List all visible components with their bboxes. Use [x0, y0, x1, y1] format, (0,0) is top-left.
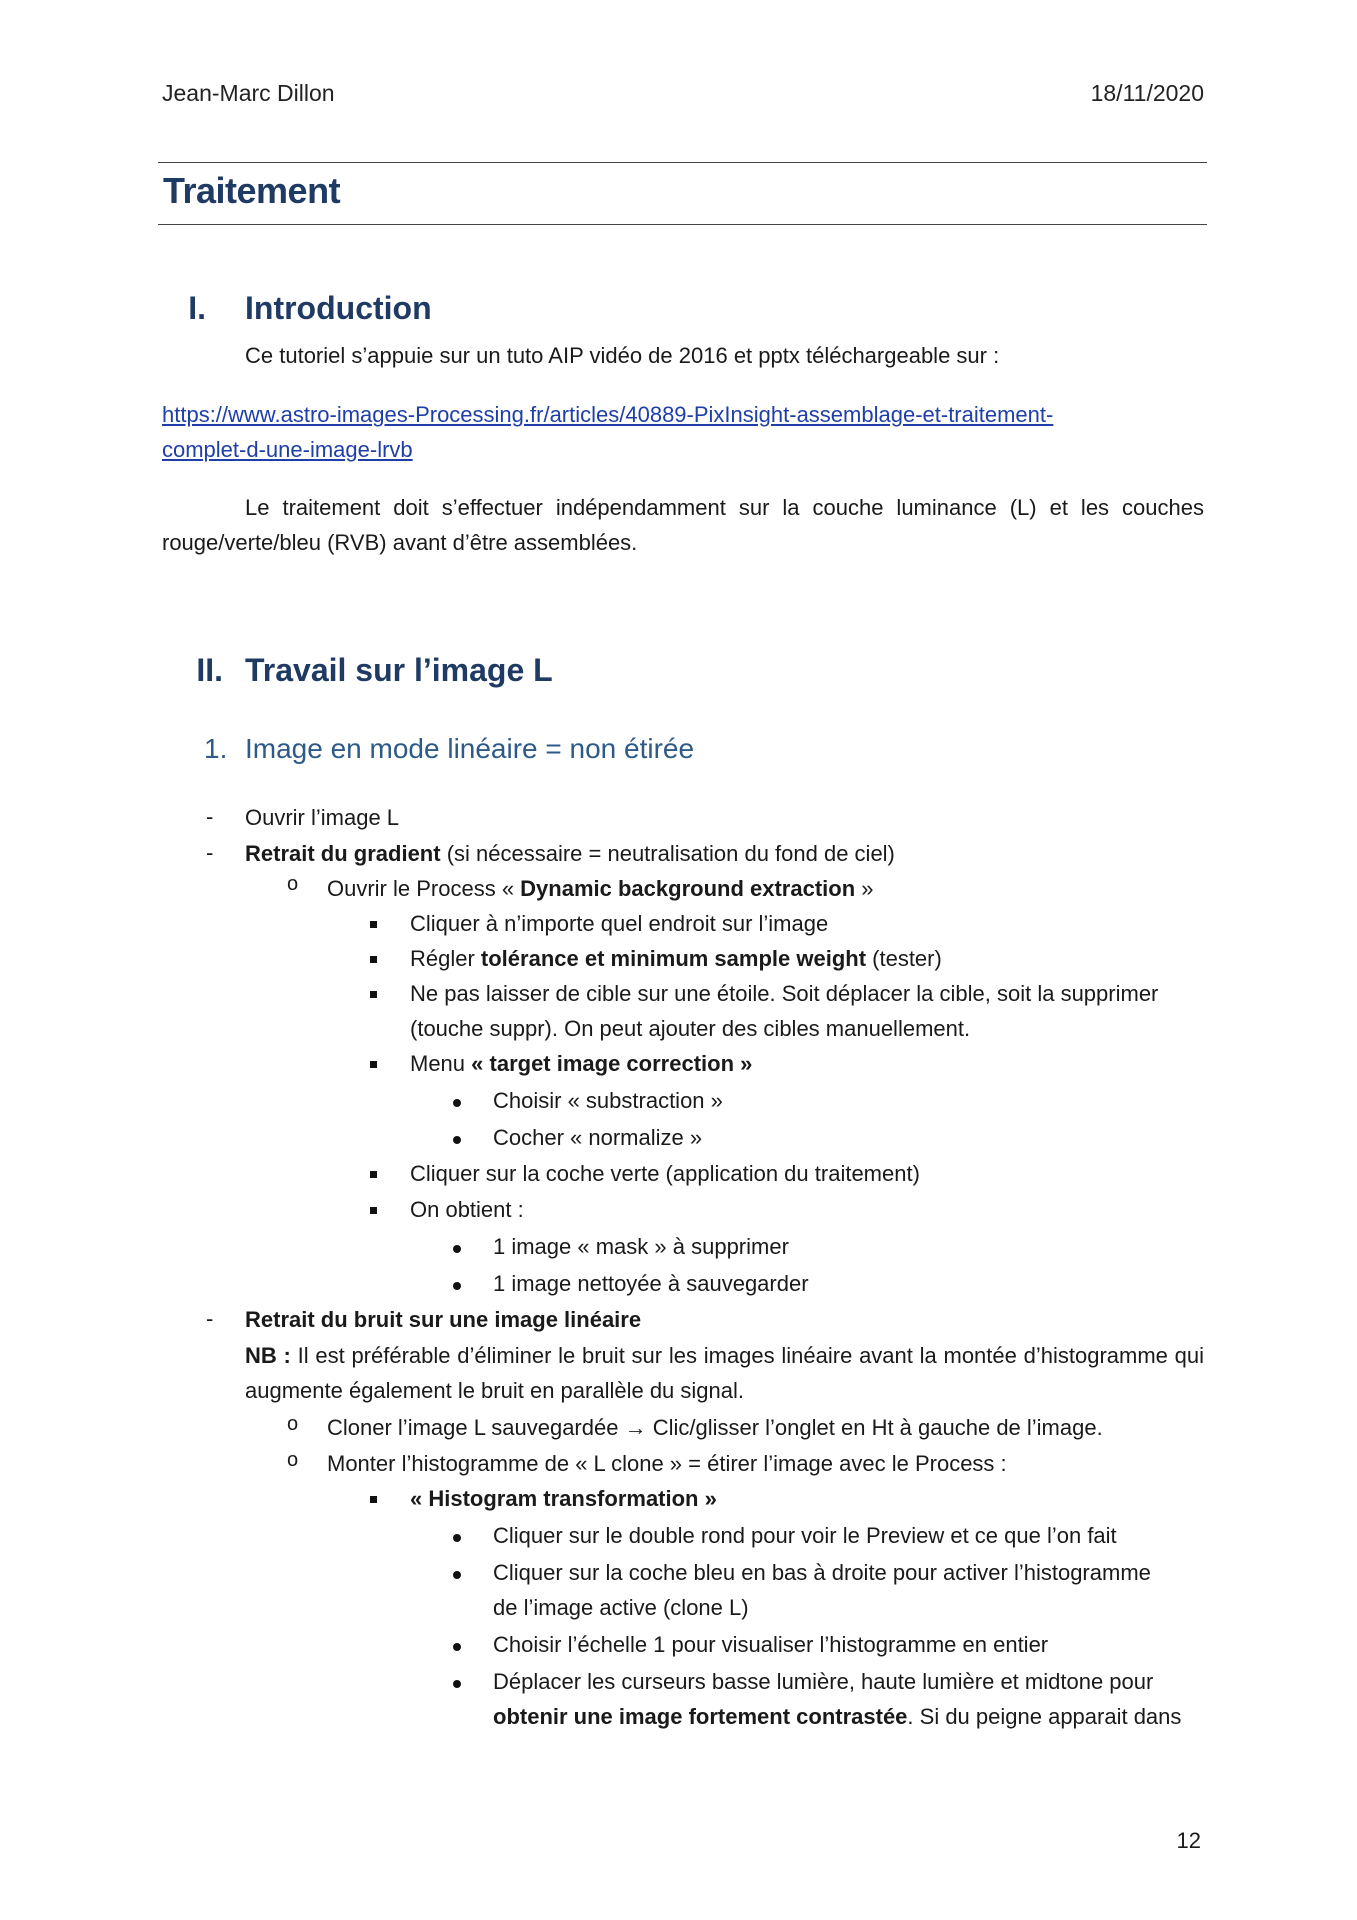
item-cleaned: 1 image nettoyée à sauvegarder [493, 1271, 809, 1296]
subsection-number: 1. [204, 733, 228, 764]
round-bullet [453, 1534, 461, 1542]
intro-text: Ce tutoriel s’appuie sur un tuto AIP vidéo de 2016 et pptx téléchargeable sur : [245, 343, 1000, 368]
item-double-round: Cliquer sur le double rond pour voir le Preview et ce que l’on fait [493, 1523, 1117, 1548]
item-substraction: Choisir « substraction » [493, 1088, 723, 1113]
item-obtain: On obtient : [410, 1197, 524, 1222]
round-bullet [453, 1245, 461, 1253]
item-tolerance: Régler tolérance et minimum sample weight (tester) [410, 946, 942, 971]
square-bullet [370, 921, 377, 928]
item-clone: Cloner l’image L sauvegardée → Clic/glisser l’onglet en Ht à gauche de l’image. [327, 1415, 1103, 1440]
item-open-image: Ouvrir l’image L [245, 805, 400, 830]
item-cursors-line1: Déplacer les curseurs basse lumière, haute lumière et midtone pour [493, 1669, 1154, 1694]
page-title: Traitement [163, 170, 341, 211]
square-bullet [370, 1171, 377, 1178]
item-gradient: Retrait du gradient (si nécessaire = neutralisation du fond de ciel) [245, 841, 895, 866]
item-mask: 1 image « mask » à supprimer [493, 1234, 789, 1259]
nb-paragraph: NB : Il est préférable d’éliminer le bruit sur les images linéaire avant la montée d’histogramme qui augmente également le bruit en parallèle du signal. [245, 1343, 1205, 1403]
square-bullet [370, 1496, 377, 1503]
circle-bullet: o [287, 1413, 299, 1435]
item-scale: Choisir l’échelle 1 pour visualiser l’histogramme en entier [493, 1632, 1049, 1657]
section-title: Introduction [245, 290, 432, 326]
section-number: II. [196, 652, 223, 688]
intro-paragraph: Le traitement doit s’effectuer indépendamment sur la couche luminance (L) et les couches rouge/verte/bleu (RVB) avant d’être assemblées. [162, 495, 1204, 555]
square-bullet [370, 1061, 377, 1068]
dash-bullet: - [206, 1306, 214, 1331]
title-rule-bottom [158, 224, 1207, 225]
subsection-heading [204, 733, 227, 765]
item-click-anywhere: Cliquer à n’importe quel endroit sur l’image [410, 911, 829, 936]
item-menu: Menu « target image correction » [410, 1051, 753, 1076]
round-bullet [453, 1099, 461, 1107]
header-author: Jean-Marc Dillon [162, 80, 335, 106]
item-histogram-transformation: « Histogram transformation » [410, 1486, 717, 1511]
item-blue-check-line1: Cliquer sur la coche bleu en bas à droite pour activer l’histogramme [493, 1560, 1151, 1585]
round-bullet [453, 1680, 461, 1688]
round-bullet [453, 1136, 461, 1144]
item-target-line2: (touche suppr). On peut ajouter des cibles manuellement. [410, 1016, 971, 1041]
dash-bullet: - [206, 804, 214, 829]
dash-bullet: - [206, 840, 214, 865]
item-green-check: Cliquer sur la coche verte (application du traitement) [410, 1161, 920, 1186]
square-bullet [370, 956, 377, 963]
tutorial-link[interactable] [162, 397, 1053, 432]
title-rule-top [158, 162, 1207, 163]
section-number: I. [188, 290, 206, 326]
square-bullet [370, 1207, 377, 1214]
section-title: Travail sur l’image L [245, 652, 553, 688]
square-bullet [370, 991, 377, 998]
tutorial-link-cont[interactable] [162, 432, 413, 467]
item-normalize: Cocher « normalize » [493, 1125, 703, 1150]
tutorial-link-line1[interactable]: https://www.astro-images-Processing.fr/articles/40889-PixInsight-assemblage-et-traitement- [162, 402, 1054, 427]
circle-bullet: o [287, 1449, 299, 1471]
item-dbe: Ouvrir le Process « Dynamic background extraction » [327, 876, 874, 901]
item-blue-check-line2: de l’image active (clone L) [493, 1595, 749, 1620]
circle-bullet: o [287, 873, 299, 895]
tutorial-link-line2[interactable]: complet-d-une-image-lrvb [162, 437, 413, 462]
page-number: 12 [1176, 1828, 1201, 1853]
round-bullet [453, 1643, 461, 1651]
round-bullet [453, 1282, 461, 1290]
subsection-title: Image en mode linéaire = non étirée [245, 733, 695, 764]
round-bullet [453, 1571, 461, 1579]
header-date: 18/11/2020 [1090, 80, 1204, 106]
item-raise-histogram: Monter l’histogramme de « L clone » = étirer l’image avec le Process : [327, 1451, 1007, 1476]
item-target-line1: Ne pas laisser de cible sur une étoile. Soit déplacer la cible, soit la supprimer [410, 981, 1159, 1006]
item-noise: Retrait du bruit sur une image linéaire [245, 1307, 642, 1332]
item-cursors-line2: obtenir une image fortement contrastée. Si du peigne apparait dans [493, 1704, 1182, 1729]
